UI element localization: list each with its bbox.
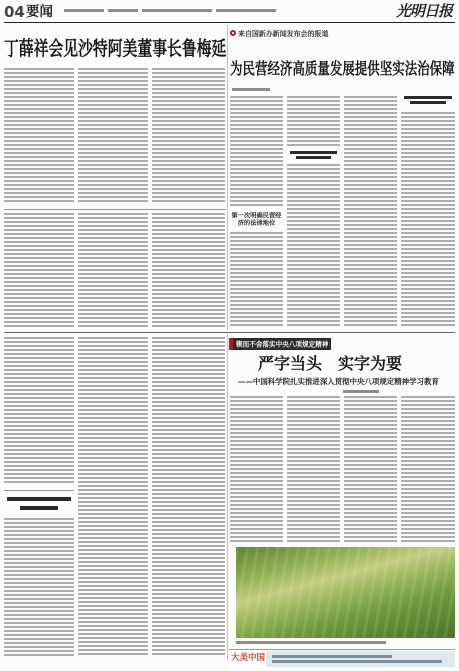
- series-banner-text: 锲而不舍落实中央八项规定精神: [236, 340, 329, 348]
- article-separator: [4, 490, 74, 491]
- body-text-column: [230, 396, 283, 544]
- series-banner-accent: [229, 338, 233, 350]
- body-text-column: [287, 396, 340, 544]
- header-rule: [4, 22, 455, 23]
- special-headline: 严字当头 实字为要: [258, 354, 403, 373]
- feature-subhead: [404, 96, 452, 99]
- body-text-column: [4, 518, 74, 658]
- body-text-column: [230, 96, 283, 208]
- photo-caption: [236, 641, 386, 644]
- ad-band: [266, 651, 455, 667]
- column-divider: [227, 25, 228, 331]
- editor-line-text: [142, 9, 212, 12]
- body-text-column: [287, 96, 340, 148]
- body-text-column: [4, 213, 74, 329]
- column-divider: [227, 334, 228, 660]
- body-text-column: [4, 68, 74, 204]
- dateline-text: [108, 9, 138, 12]
- body-text-column: [401, 396, 455, 544]
- ad-text: [272, 660, 442, 663]
- body-text-column: [78, 68, 148, 204]
- feature-subhead: [296, 156, 331, 159]
- feature-subhead-text: 第一次明确民营经济的法律地位: [231, 212, 282, 227]
- body-text-column: [287, 164, 340, 328]
- body-text-column: [78, 213, 148, 329]
- page-number: 04: [4, 3, 25, 21]
- feature-headline: 为民营经济高质量发展提供坚实法治保障: [230, 59, 455, 78]
- lead-story-headline: 丁薛祥会见沙特阿美董事长鲁梅延: [4, 37, 227, 60]
- reporter-byline: [343, 390, 379, 393]
- newspaper-logo: 光明日报: [396, 2, 453, 20]
- body-text-column: [152, 68, 225, 204]
- feature-kicker: 来自国新办新闻发布会的报道: [238, 29, 329, 38]
- press-conference-emblem-icon: [230, 30, 236, 36]
- body-text-column: [344, 396, 397, 544]
- article-separator: [4, 209, 226, 210]
- ad-text: [272, 655, 392, 658]
- body-text-column: [152, 213, 225, 329]
- feature-subhead: [230, 212, 283, 227]
- dateline-text: [64, 9, 104, 12]
- body-text-column: [78, 337, 148, 657]
- article-headline: [20, 506, 58, 510]
- body-text-column: [230, 232, 283, 328]
- feature-subhead: [290, 151, 337, 154]
- body-text-column: [4, 337, 74, 485]
- editor-line-text: [216, 9, 276, 12]
- feature-subhead: [410, 101, 446, 104]
- body-text-column: [344, 96, 397, 328]
- farmland-photo: [236, 547, 455, 638]
- special-subheadline: ——中国科学院扎实推进深入贯彻中央八项规定精神学习教育: [238, 377, 439, 387]
- section-separator: [4, 332, 455, 333]
- body-text-column: [152, 337, 225, 657]
- ad-brand: 大美中国: [231, 653, 266, 663]
- body-text-column: [401, 112, 455, 328]
- reporter-byline: [232, 88, 270, 91]
- article-headline: [7, 497, 71, 501]
- section-name: 要闻: [26, 4, 53, 20]
